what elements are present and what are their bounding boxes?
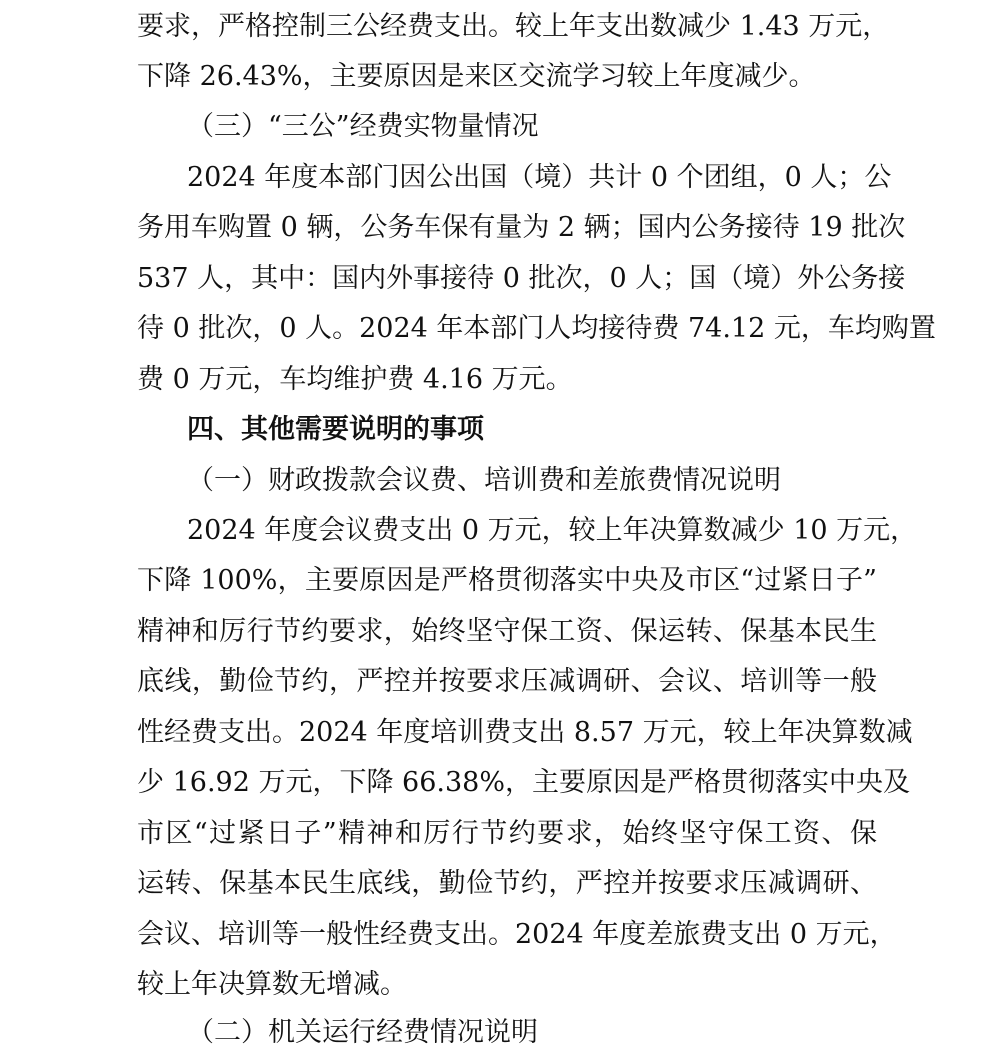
paragraph-line: 费 0 万元，车均维护费 4.16 万元。: [137, 364, 573, 395]
paragraph-line: 市区“过紧日子”精神和厉行节约要求，始终坚守保工资、保: [137, 818, 877, 849]
section-subheading: （一）财政拨款会议费、培训费和差旅费情况说明: [187, 465, 781, 496]
paragraph-line: 底线，勤俭节约，严控并按要求压减调研、会议、培训等一般: [137, 666, 877, 697]
paragraph-line: 性经费支出。2024 年度培训费支出 8.57 万元，较上年决算数减: [137, 717, 913, 748]
paragraph-line: 务用车购置 0 辆，公务车保有量为 2 辆；国内公务接待 19 批次: [137, 212, 906, 243]
paragraph-line: 要求，严格控制三公经费支出。较上年支出数减少 1.43 万元，: [137, 11, 890, 42]
paragraph-line: 下降 26.43%，主要原因是来区交流学习较上年度减少。: [137, 61, 816, 92]
paragraph-line: 较上年决算数无增减。: [137, 969, 407, 1000]
paragraph-line: 精神和厉行节约要求，始终坚守保工资、保运转、保基本民生: [137, 616, 877, 647]
paragraph-line: 会议、培训等一般性经费支出。2024 年度差旅费支出 0 万元，: [137, 919, 897, 950]
paragraph-line: 少 16.92 万元，下降 66.38%，主要原因是严格贯彻落实中央及: [137, 767, 910, 798]
section-heading: 四、其他需要说明的事项: [187, 414, 484, 445]
section-subheading: （二）机关运行经费情况说明: [187, 1017, 538, 1048]
paragraph-line: 2024 年度会议费支出 0 万元，较上年决算数减少 10 万元，: [187, 515, 918, 546]
paragraph-line: 下降 100%，主要原因是严格贯彻落实中央及市区“过紧日子”: [137, 565, 877, 596]
section-subheading: （三）“三公”经费实物量情况: [187, 111, 539, 142]
paragraph-line: 537 人，其中：国内外事接待 0 批次，0 人；国（境）外公务接: [137, 263, 906, 294]
paragraph-line: 待 0 批次，0 人。2024 年本部门人均接待费 74.12 元，车均购置: [137, 313, 936, 344]
paragraph-line: 运转、保基本民生底线，勤俭节约，严控并按要求压减调研、: [137, 868, 877, 899]
paragraph-line: 2024 年度本部门因公出国（境）共计 0 个团组，0 人；公: [187, 162, 892, 193]
